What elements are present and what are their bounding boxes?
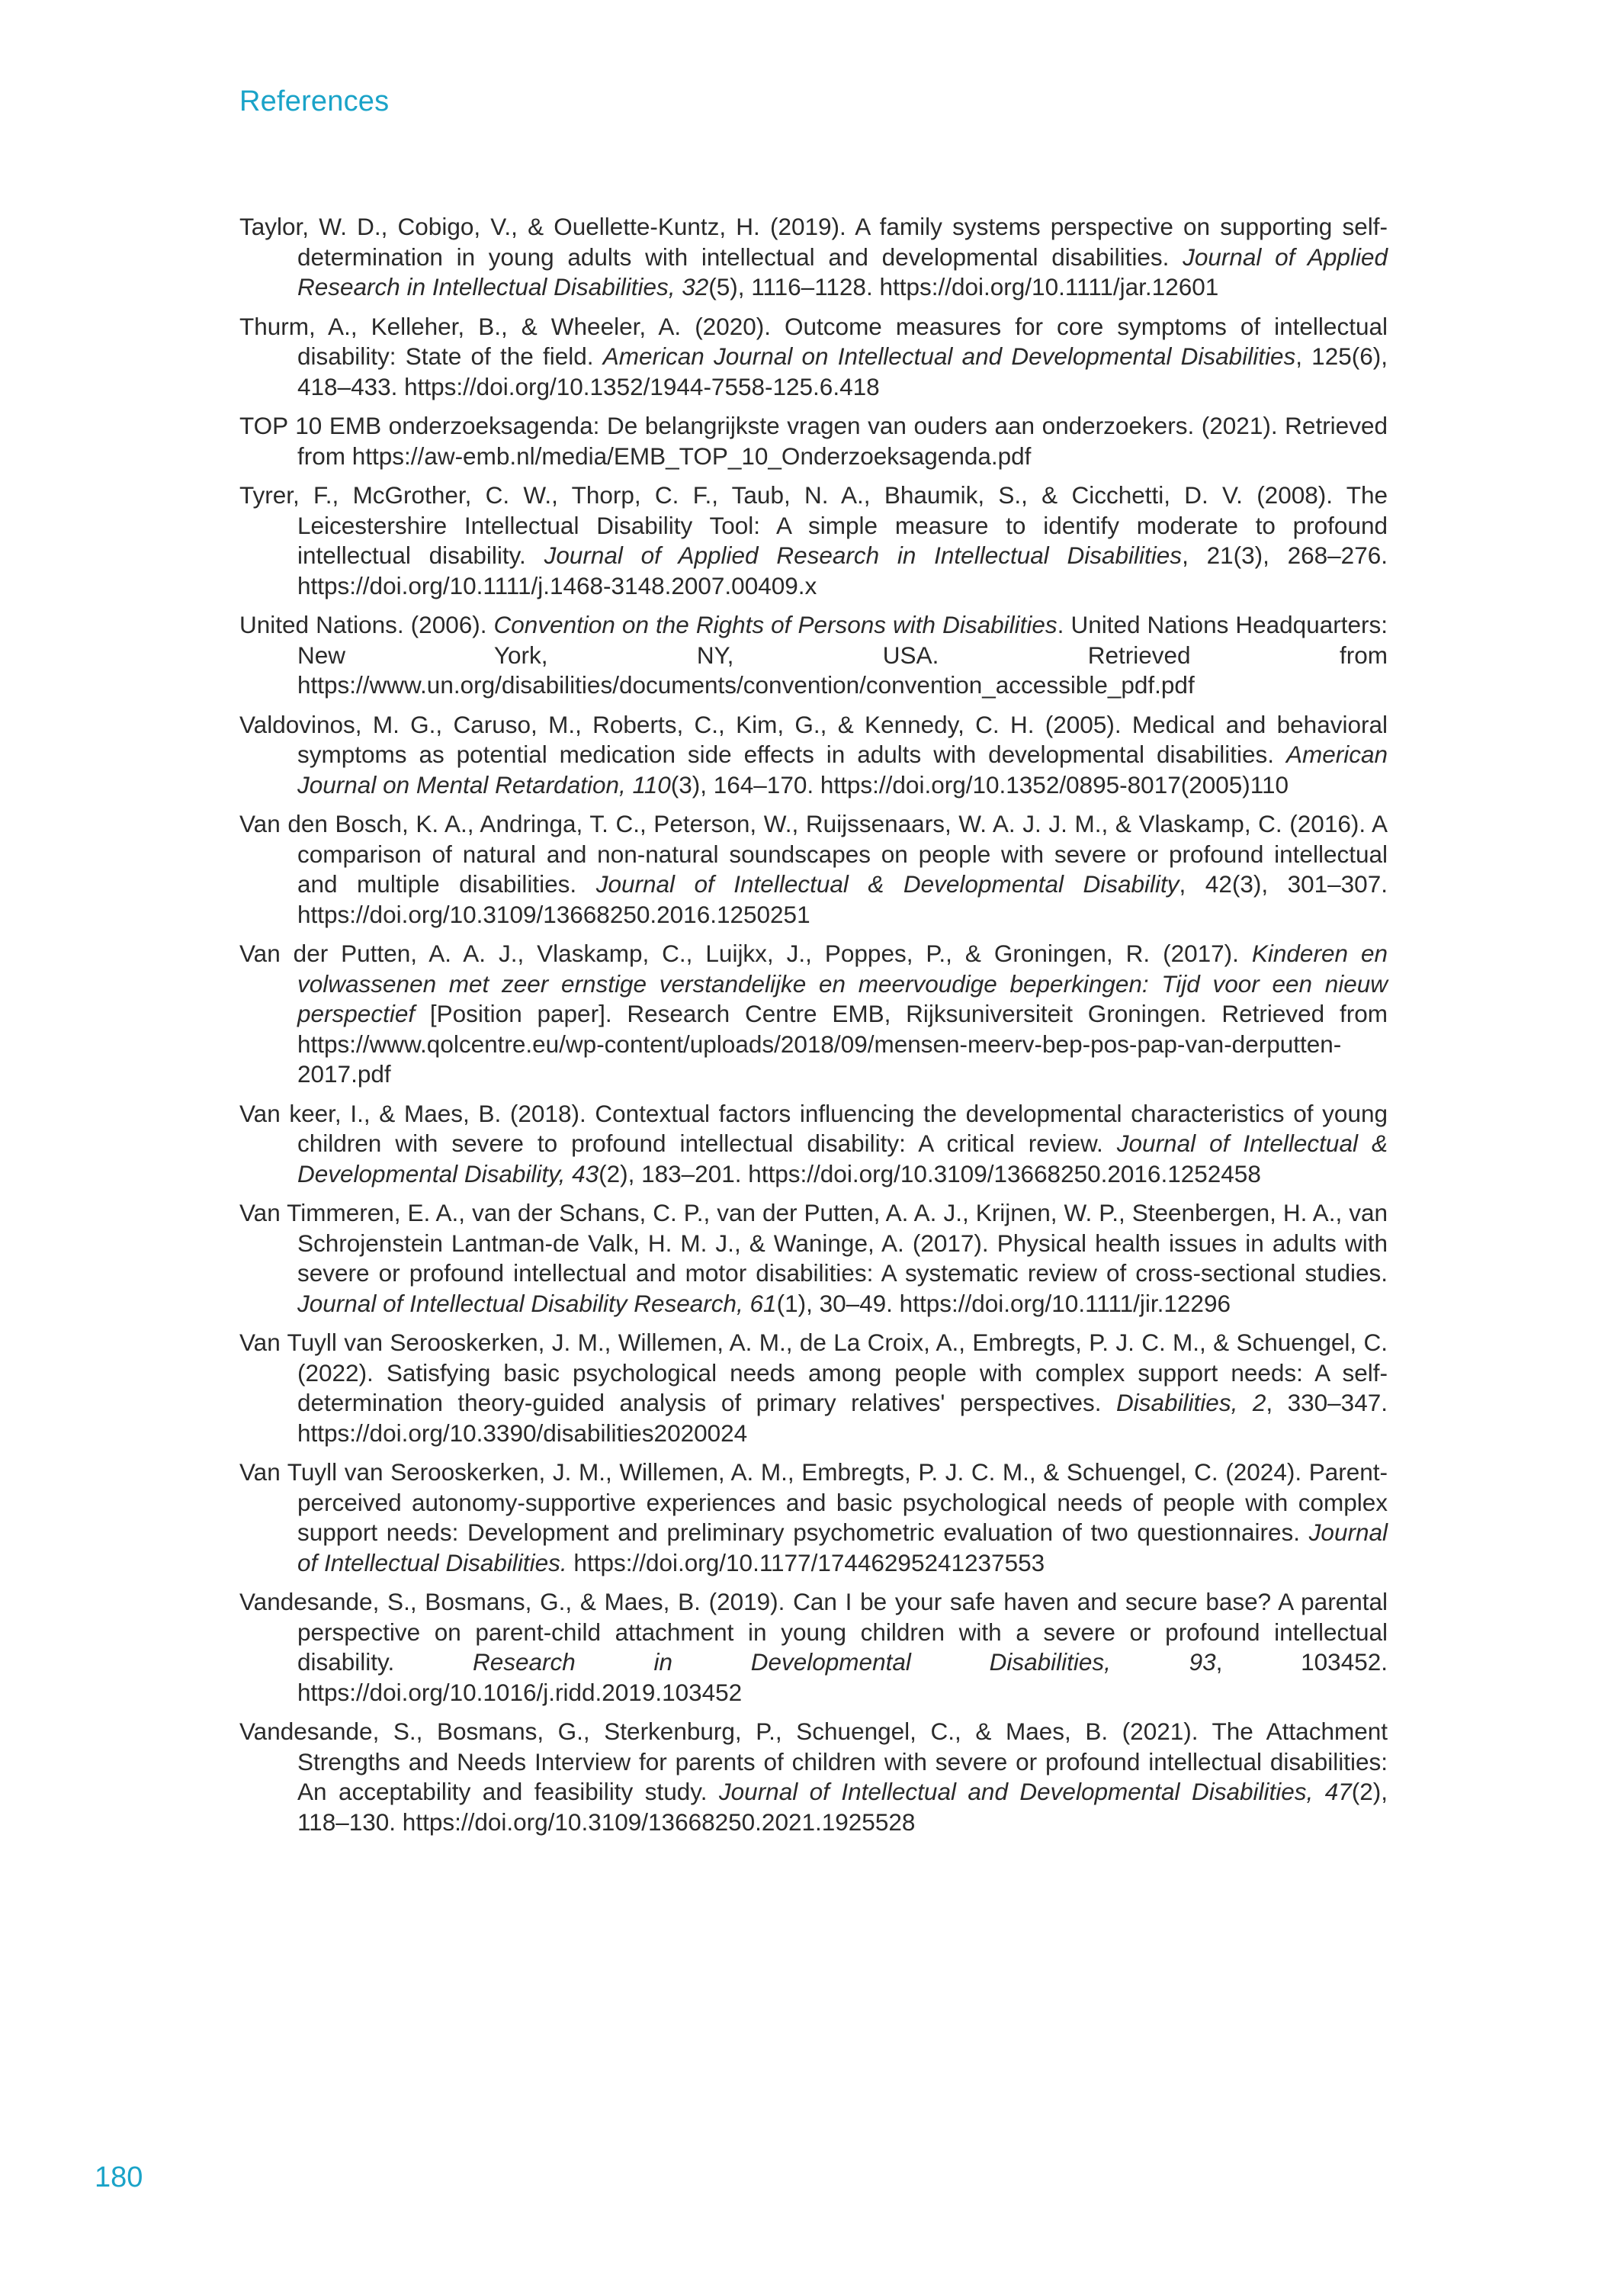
reference-entry — [239, 1099, 1388, 1190]
reference-journal: Journal of Intellectual and Developmental Disabilities, 47 — [718, 1778, 1352, 1805]
reference-details: (1), 30–49. https://doi.org/10.1111/jir.12296 — [776, 1289, 1231, 1317]
reference-list — [239, 212, 1388, 1846]
reference-entry — [239, 480, 1388, 601]
reference-entry — [239, 610, 1388, 701]
reference-text: Van Tuyll van Serooskerken, J. M., Willemen, A. M., de La Croix, A., Embregts, P. J. C. M., & Schuengel, C. (2022). Satisfying basic psychological needs among people with complex support needs: A self-determination theory-guided analysis of primary relatives' perspectives. — [239, 1329, 1388, 1416]
reference-journal: American Journal on Intellectual and Developmental Disabilities — [602, 342, 1296, 370]
reference-journal: Journal of Intellectual Disabilities. — [297, 1518, 1388, 1576]
reference-text: TOP 10 EMB onderzoeksagenda: De belangrijkste vragen van ouders aan onderzoekers. (2021). Retrieved from https://aw-emb.nl/media/EMB_TOP_10_Onderzoeksagenda.pdf — [239, 412, 1388, 470]
reference-details: , 21(3), 268–276. https://doi.org/10.1111/j.1468-3148.2007.00409.x — [297, 541, 1388, 599]
reference-journal: Journal of Intellectual & Developmental Disability — [595, 870, 1179, 898]
reference-details: . United Nations Headquarters: New York, NY, USA. Retrieved from https://www.un.org/disabilities/documents/convention/convention_accessible_pdf.pdf — [297, 611, 1388, 699]
reference-text: Van der Putten, A. A. J., Vlaskamp, C., Luijkx, J., Poppes, P., & Groningen, R. (2017). — [239, 940, 1252, 967]
reference-text: Tyrer, F., McGrother, C. W., Thorp, C. F., Taub, N. A., Bhaumik, S., & Cicchetti, D. V. (2008). The Leicestershire Intellectual Disability Tool: A simple measure to identify moderate to profound intellectual disability. — [239, 481, 1388, 569]
reference-text: Van den Bosch, K. A., Andringa, T. C., Peterson, W., Ruijssenaars, W. A. J. J. M., & Vlaskamp, C. (2016). A comparison of natural and non-natural soundscapes on people with severe or profound intellectual and multiple disabilities. — [239, 810, 1388, 898]
reference-journal: Convention on the Rights of Persons with Disabilities — [493, 611, 1058, 638]
reference-entry — [239, 939, 1388, 1090]
reference-details: , 330–347. https://doi.org/10.3390/disabilities2020024 — [297, 1389, 1388, 1447]
reference-entry — [239, 1328, 1388, 1448]
reference-journal: Journal of Intellectual Disability Research, 61 — [297, 1289, 777, 1317]
reference-text: Vandesande, S., Bosmans, G., & Maes, B. (2019). Can I be your safe haven and secure base? A parental perspective on parent-child attachment in young children with a severe or profound intellectual disability. — [239, 1588, 1388, 1676]
reference-journal: Research in Developmental Disabilities, 93 — [472, 1648, 1216, 1676]
reference-journal: American Journal on Mental Retardation, 110 — [297, 741, 1388, 799]
reference-entry — [239, 1457, 1388, 1578]
reference-entry — [239, 411, 1388, 471]
reference-entry — [239, 312, 1388, 403]
reference-journal: Journal of Applied Research in Intellectual Disabilities — [544, 541, 1183, 569]
reference-journal: Kinderen en volwassenen met zeer ernstige verstandelijke en meervoudige beperkingen: Tijd voor een nieuw perspectief — [297, 940, 1388, 1027]
reference-journal: Journal of Intellectual & Developmental Disability, 43 — [297, 1130, 1388, 1187]
reference-details: https://doi.org/10.1177/17446295241237553 — [566, 1548, 1045, 1576]
reference-text: Van Tuyll van Serooskerken, J. M., Willemen, A. M., Embregts, P. J. C. M., & Schuengel, C. (2024). Parent-perceived autonomy-supportive experiences and basic psychological needs of people with complex support needs: Development and preliminary psychometric evaluation of two questionnaires. — [239, 1458, 1388, 1546]
reference-journal: Journal of Applied Research in Intellectual Disabilities, 32 — [297, 243, 1388, 300]
reference-entry — [239, 1587, 1388, 1708]
reference-details: (2), 183–201. https://doi.org/10.3109/13668250.2016.1252458 — [599, 1159, 1261, 1187]
reference-details: , 42(3), 301–307. https://doi.org/10.3109/13668250.2016.1250251 — [297, 870, 1388, 928]
reference-details: (5), 1116–1128. https://doi.org/10.1111/jar.12601 — [708, 273, 1219, 300]
reference-text: Thurm, A., Kelleher, B., & Wheeler, A. (2020). Outcome measures for core symptoms of intellectual disability: State of the field. — [239, 312, 1388, 370]
reference-details: , 103452. https://doi.org/10.1016/j.ridd.2019.103452 — [297, 1648, 1388, 1706]
reference-text: Van Timmeren, E. A., van der Schans, C. P., van der Putten, A. A. J., Krijnen, W. P., Steenbergen, H. A., van Schrojenstein Lantman-de Valk, H. M. J., & Waninge, A. (2017). Physical health issues in adults with severe or profound intellectual and motor disabilities: A systematic review of cross-sectional studies. — [239, 1199, 1388, 1287]
reference-text: Vandesande, S., Bosmans, G., Sterkenburg, P., Schuengel, C., & Maes, B. (2021). The Attachment Strengths and Needs Interview for parents of children with severe or profound intellectual disabilities: An acceptability and feasibility study. — [239, 1718, 1388, 1805]
reference-details: (3), 164–170. https://doi.org/10.1352/0895-8017(2005)110 — [670, 770, 1289, 799]
reference-details: [Position paper]. Research Centre EMB, Rijksuniversiteit Groningen. Retrieved from https://www.qolcentre.eu/wp-content/uploads/2018/09/mensen-meerv-bep-pos-pap-van-derputten-2017.pdf — [297, 1000, 1388, 1088]
reference-entry — [239, 1717, 1388, 1837]
reference-entry — [239, 212, 1388, 303]
reference-text: United Nations. (2006). — [239, 611, 494, 638]
reference-text: Van keer, I., & Maes, B. (2018). Contextual factors influencing the developmental characteristics of young children with severe to profound intellectual disability: A critical review. — [239, 1099, 1388, 1157]
reference-text: Valdovinos, M. G., Caruso, M., Roberts, C., Kim, G., & Kennedy, C. H. (2005). Medical and behavioral symptoms as potential medication side effects in adults with developmental disabilities. — [239, 710, 1388, 768]
reference-journal: Disabilities, 2 — [1116, 1389, 1266, 1416]
section-header: References — [239, 85, 390, 117]
reference-entry — [239, 1198, 1388, 1319]
reference-details: (2), 118–130. https://doi.org/10.3109/13668250.2021.1925528 — [297, 1778, 1388, 1836]
page-number: 180 — [95, 2161, 143, 2193]
reference-entry — [239, 809, 1388, 930]
reference-entry — [239, 710, 1388, 801]
reference-text: Taylor, W. D., Cobigo, V., & Ouellette-Kuntz, H. (2019). A family systems perspective on supporting self-determination in young adults with intellectual and developmental disabilities. — [239, 213, 1388, 271]
reference-details: , 125(6), 418–433. https://doi.org/10.1352/1944-7558-125.6.418 — [297, 342, 1388, 400]
